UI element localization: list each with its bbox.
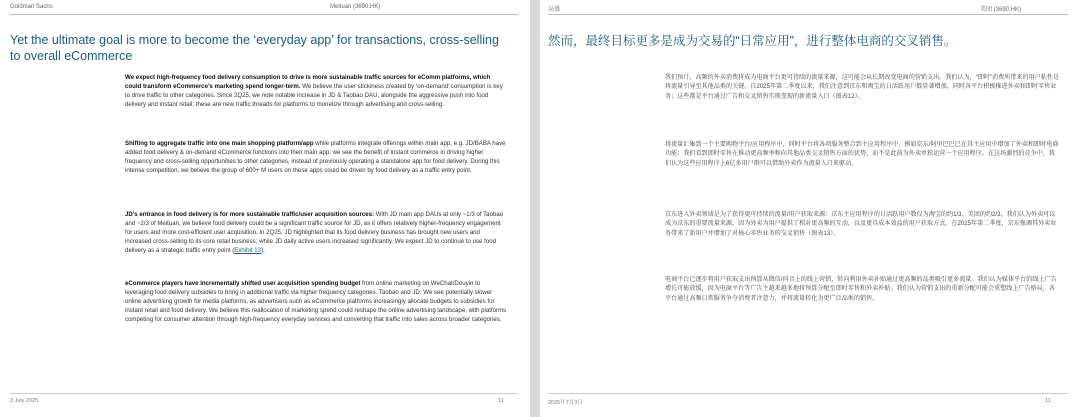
right-footer-rule (548, 393, 1068, 394)
left-footer-date: 3 July 2025 (10, 398, 39, 404)
right-paragraph-1: 我们预计，高频的外卖消费将成为电商平台更可持续的流量来源，这可能会从长期改变电商的营销支出。我们认为，“即时”消费所带来的用户粘性是将流量引导至其他品类的关键。自2025年第二季度以来，我们注意到京东和淘宝的日活跃用户数显著增加，同时各平台积极推进外卖和即时零售业务；这些都是平台通过广告和交叉销售实现变现的新流量入口（图表12）。 (665, 74, 1060, 100)
left-p1-lead: We expect high-frequency food delivery consumption to drive is more sustainable traffic sources for eComm platforms, which could transform eCommerce’s marketing spend longer-term. (125, 74, 491, 91)
left-paragraph-3 (125, 210, 507, 255)
left-footer-page-number: 11 (498, 398, 504, 404)
right-paragraph-3: 京东进入外卖领域是为了获得更可持续的流量/用户获取来源：京东主应用程序的日活跃用户数仅为淘宝的约1/3、美团的约2/3，我们认为外卖可以成为京东的重要流量来源，因为外卖为用户提供了相对更高频的互动，以及更具成本效益的用户获取方式。在2025年第二季度，京东强调其外卖业务带来了新用户并增加了对核心零售业务的交叉销售（图表13）。 (665, 211, 1057, 237)
right-footer-date: 2025年7月3日 (548, 400, 583, 406)
left-paragraph-1 (125, 73, 507, 109)
right-header-ticker: 美团 (3690.HK) (980, 7, 1022, 13)
left-p4-body: from online marketing on WeChat/Douyin to leveraging food delivery subsidies to bring in additional traffic via higher frequency categories. Taobao and JD. We see potentially slower online advertising growth for media platforms, as advertisers such as eCommerce platforms increasingly allocate budgets to subsidies for instant retail and food delivery. We believe this reallocation of marketing spend could reshape the online advertising landscape, with platforms competing for consumer attention through high-frequency everyday services and converting that traffic into sales across broader categories. (125, 280, 507, 324)
page-gutter (530, 0, 540, 417)
left-p4-lead: eCommerce players have incrementally shifted user acquisition spending budget (125, 280, 361, 287)
left-page (0, 0, 530, 417)
left-paragraph-4 (125, 279, 507, 324)
left-footer-rule (10, 393, 518, 394)
left-header-rule (10, 14, 518, 15)
right-page-title: 然而，最终目标更多是成为交易的“日常应用”，进行整体电商的交叉销售。 (548, 34, 957, 48)
right-paragraph-2: 将流量汇集到一个主要购物平台/应用程序中，同时平台将各项服务整合到主应用程序中，例如京东/阿里巴巴已在其主应用中增加了外卖和即时电商功能；我们看到即时零售在推动更高频率和向其他品类交叉销售方面的优势，而不是此前为外卖单独运营一个应用程序。在这场激烈的竞争中，我们认为这些应用程序上6亿多用户群可以借助外卖作为流量入口来驱动。 (665, 141, 1059, 167)
right-header-rule (548, 14, 1068, 15)
left-header-ticker: Meituan (3690.HK) (330, 4, 381, 10)
left-header-brand: Goldman Sachs (10, 4, 53, 10)
right-paragraph-4: 电商平台已逐步将用户获取支出预算从微信/抖音上的线上营销，转向利用外卖补贴通过更高频的品类吸引更多流量。我们认为媒体平台的线上广告增长可能放缓，因为电商平台等广告主越来越多地将预算分配至即时零售和外卖补贴。我们认为营销支出的重新分配可能会重塑线上广告格局，各平台通过高频日常服务争夺消费者注意力，并将流量转化为更广泛品类的销售。 (665, 276, 1057, 302)
left-p2-lead: Shifting to aggregate traffic into one main shopping platform/app (125, 140, 314, 147)
left-p3-lead: JD’s entrance in food delivery is for more sustainable traffic/user acquisition sources: (125, 211, 375, 218)
left-p2-body: while platforms integrate offerings within main app, e.g. JD/BABA have added food delivery & on-demand eCommerce functions into their main app; we see the benefit of instant commerce in driving higher frequency and cross-selling opportunities to other categories, instead of previously operating a standalone app for food delivery. During this intense competition, we believe the group of 600+ M users on these apps could be driven by food delivery as a traffic entry point. (125, 140, 506, 175)
left-page-title: Yet the ultimate goal is more to become the ‘everyday app’ for transactions, cross-selling to overall eCommerce (10, 33, 499, 63)
left-p3-end: ). (261, 247, 265, 255)
left-p3-body: With JD main app DAUs at only ~1/3 of Taobao and ~2/3 of Meituan, we believe food delivery could be a significant traffic source for JD, as it offers relatively higher-frequency engagement for users and more cost-efficient user acquisition. In 2Q25, JD highlighted that its food delivery business has brought new users and increased cross-selling to its core retail business; while JD daily active users increased significantly. We expect JD to continue to use food delivery as a strategic traffic entry point ( (125, 211, 504, 255)
left-p1-body: We believe the user stickiness created by ‘on-demand’ consumption is key to drive traffic to other categories. Since 2Q25, we note notable increase in JD & Taobao DAU, alongside the aggressive push into food delivery and instant retail; these are new traffic threads for platforms to monetize through advertising and cross-selling. (125, 83, 503, 109)
right-header-brand: 高盛 (548, 7, 561, 13)
right-page (540, 0, 1080, 417)
right-footer-page-number: 11 (1045, 398, 1051, 404)
exhibit-13-link[interactable]: Exhibit 13 (234, 247, 262, 255)
left-paragraph-2 (125, 139, 507, 175)
